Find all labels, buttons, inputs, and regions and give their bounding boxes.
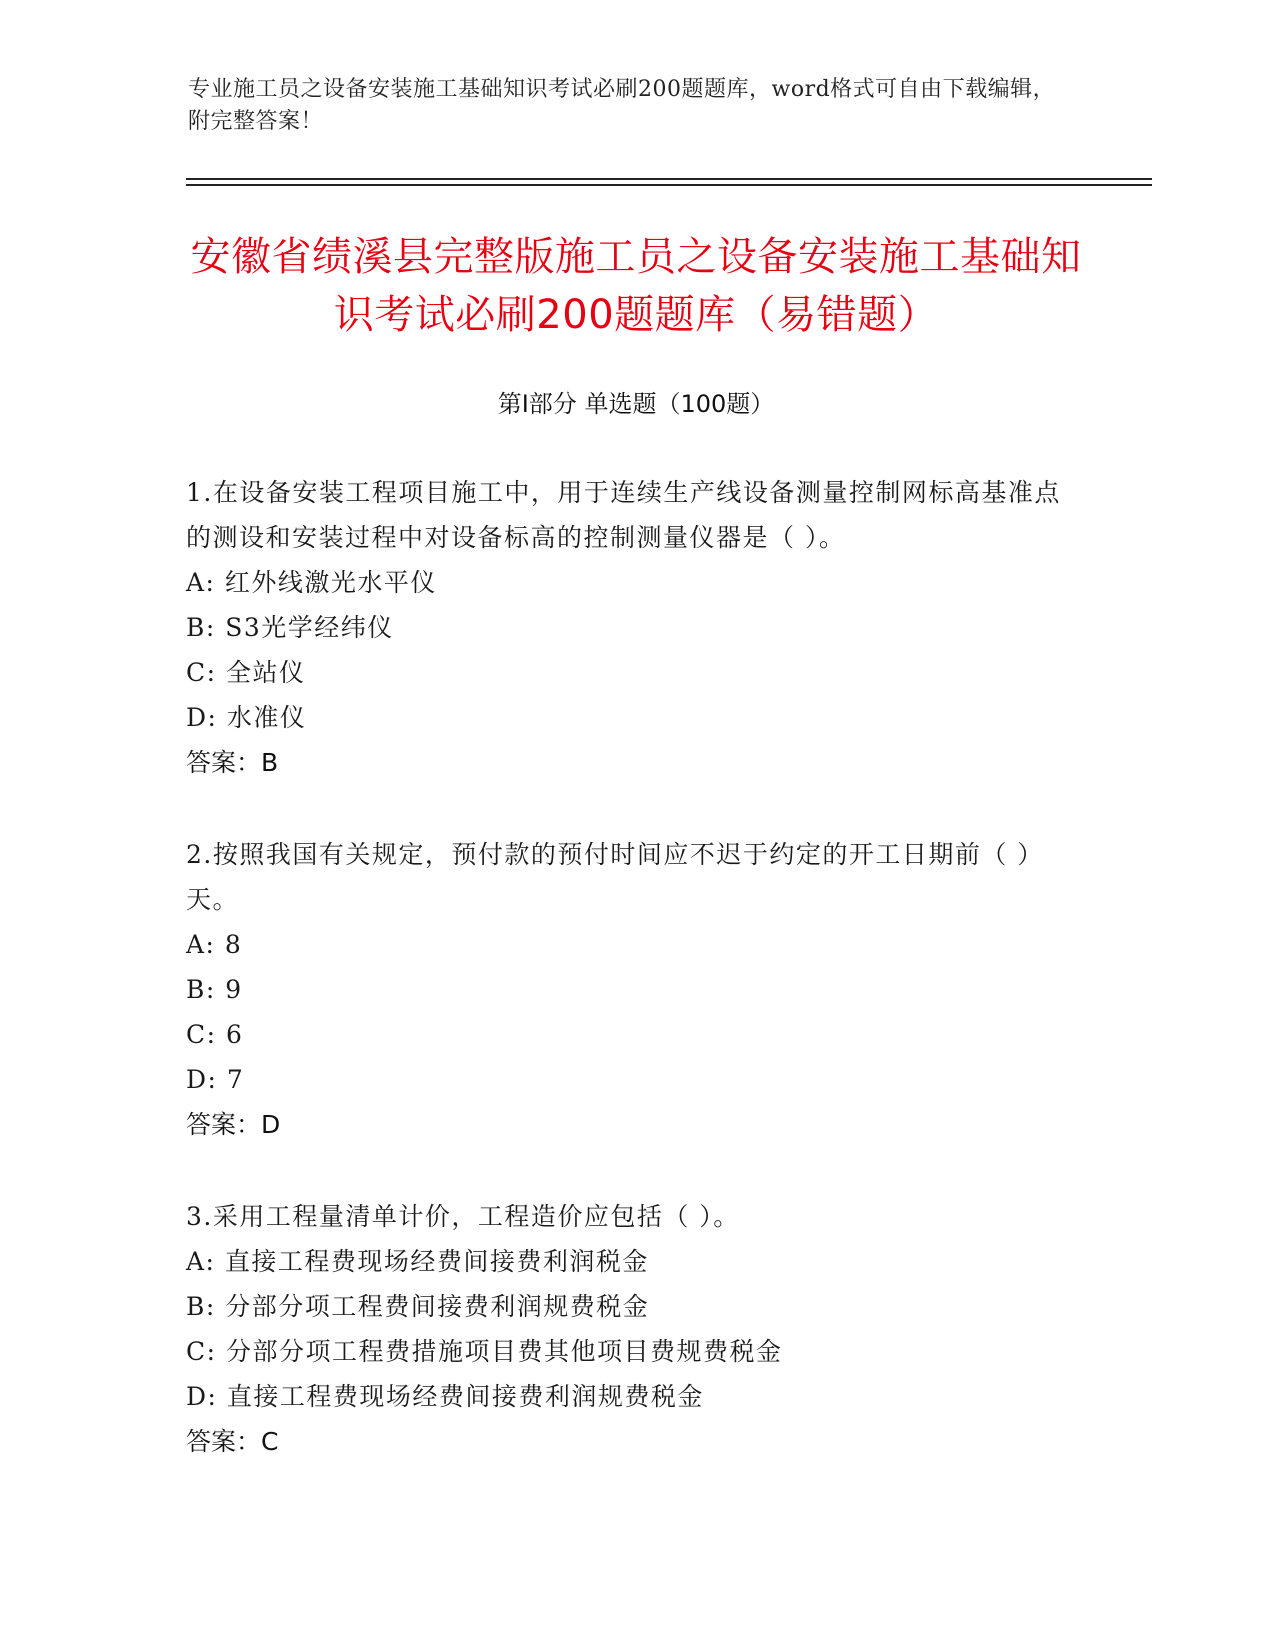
option-a: A: 8 [186,930,243,959]
header-divider-top [186,178,1152,180]
option-d: D: 水准仪 [186,703,307,732]
option-b: B: 9 [186,975,243,1004]
question-stem: 3.采用工程量清单计价，工程造价应包括（ ）。 [186,1202,740,1231]
document-title: 安徽省绩溪县完整版施工员之设备安装施工基础知识考试必刷200题题库（易错题） [190,234,1082,338]
answer-line: 答案：C [186,1427,279,1456]
question-block [186,470,1066,785]
answer-line: 答案：B [186,748,279,777]
section-heading: 第Ⅰ部分 单选题（100题） [497,390,775,418]
option-d: D: 直接工程费现场经费间接费利润规费税金 [186,1382,704,1411]
question-block [186,1194,1066,1464]
question-block [186,832,1066,1147]
option-d: D: 7 [186,1065,245,1094]
page-header: 专业施工员之设备安装施工基础知识考试必刷200题题库，word格式可自由下载编辑，附完整答案！ [188,77,1056,134]
option-c: C: 分部分项工程费措施项目费其他项目费规费税金 [186,1337,783,1366]
option-a: A: 红外线激光水平仪 [186,568,437,597]
answer-line: 答案：D [186,1110,281,1139]
question-stem: 2.按照我国有关规定，预付款的预付时间应不迟于约定的开工日期前（ ）天。 [186,840,1044,914]
option-c: C: 全站仪 [186,658,306,687]
option-c: C: 6 [186,1020,244,1049]
option-b: B: S3光学经纬仪 [186,613,394,642]
question-stem: 1.在设备安装工程项目施工中，用于连续生产线设备测量控制网标高基准点的测设和安装过程中对设备标高的控制测量仪器是（ ）。 [186,478,1061,552]
header-divider-bottom [186,184,1152,186]
option-b: B: 分部分项工程费间接费利润规费税金 [186,1292,650,1321]
option-a: A: 直接工程费现场经费间接费利润税金 [186,1247,649,1276]
